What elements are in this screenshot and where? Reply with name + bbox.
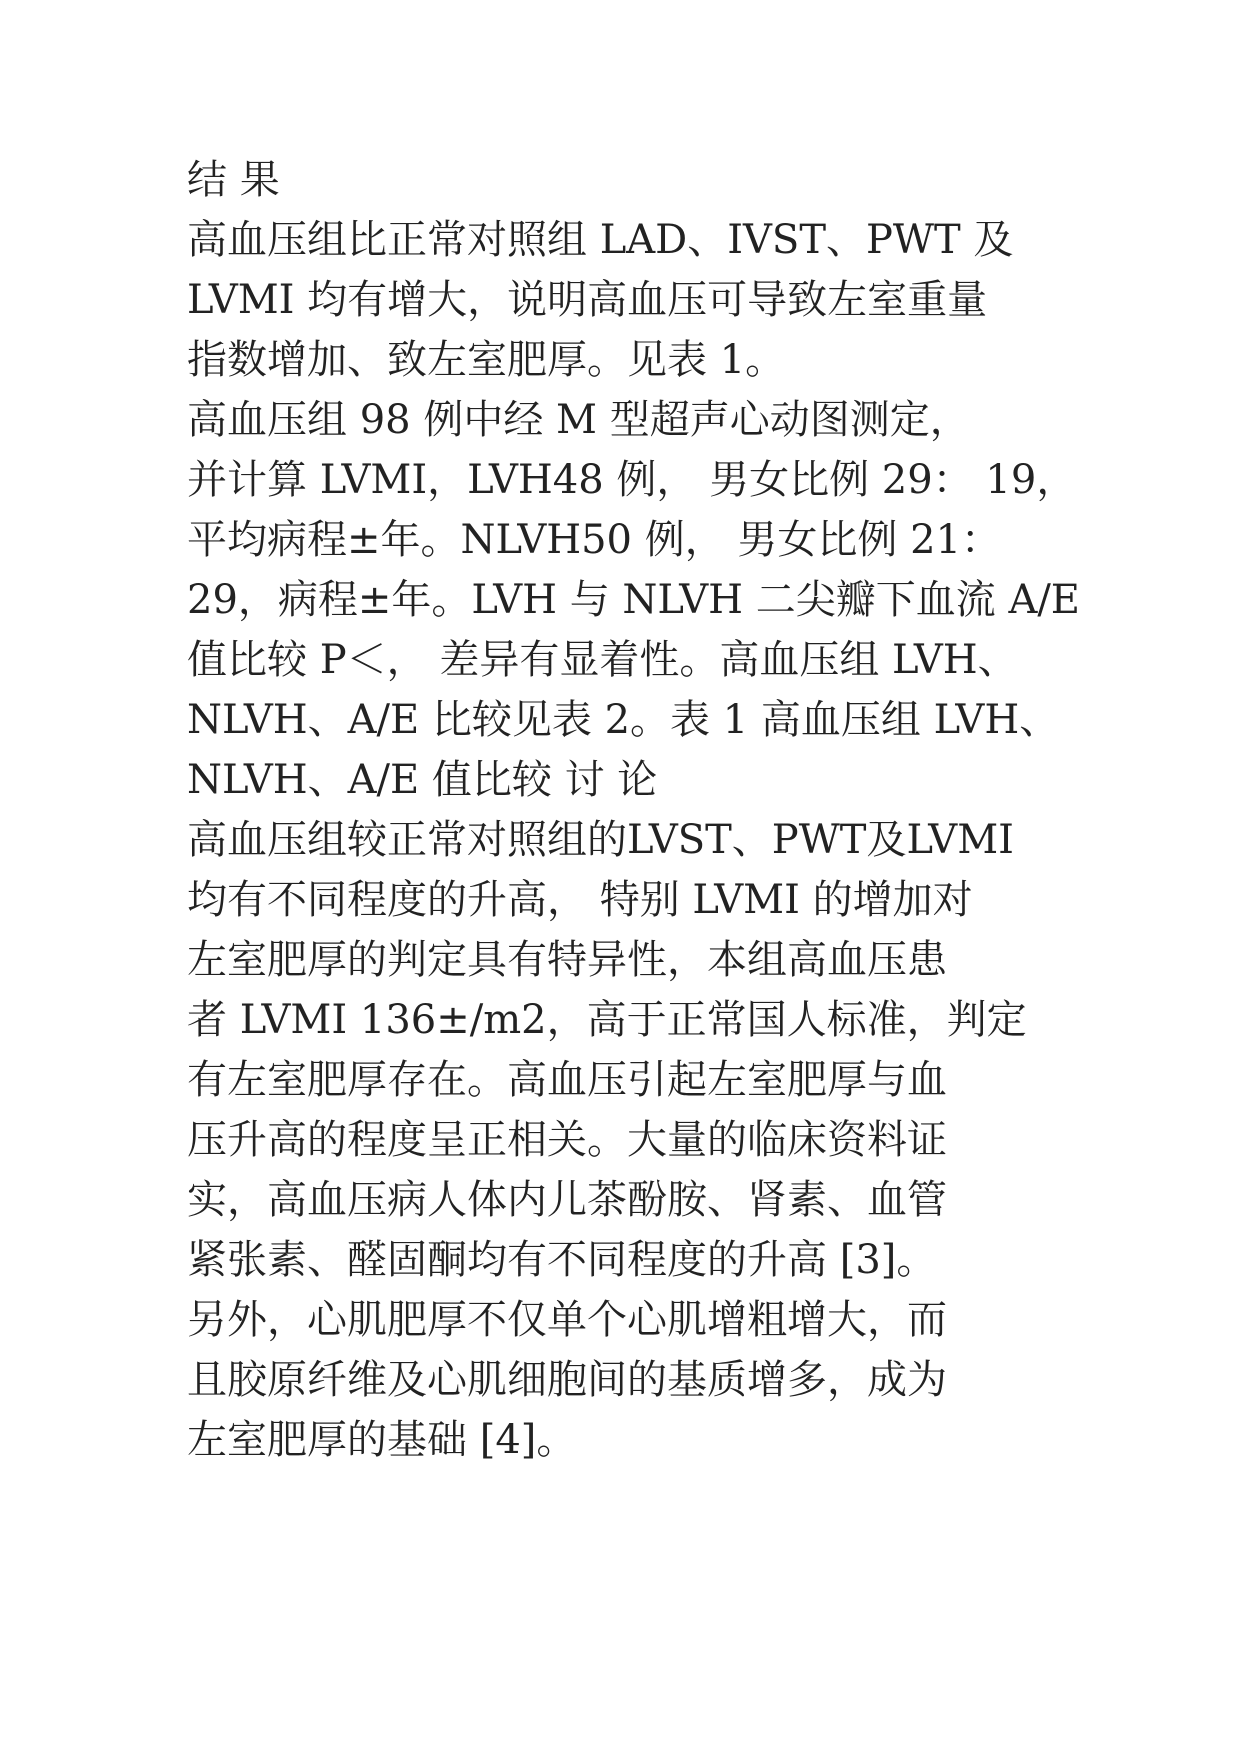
text-line: 左室肥厚的判定具有特异性，本组高血压患 <box>187 937 947 983</box>
text-line: 压升高的程度呈正相关。大量的临床资料证 <box>187 1117 947 1163</box>
text-line: 实，高血压病人体内儿茶酚胺、肾素、血管 <box>187 1177 947 1223</box>
text-line: LVMI 均有增大，说明高血压可导致左室重量 <box>187 277 988 323</box>
text-line: 高血压组 98 例中经 M 型超声心动图测定， <box>187 397 970 443</box>
text-line: 左室肥厚的基础 [4]。 <box>187 1417 577 1463</box>
text-line: 另外，心肌肥厚不仅单个心肌增粗增大，而 <box>187 1297 947 1343</box>
text-line: 并计算 LVMI，LVH48 例， 男女比例 29： 19， <box>187 457 1077 503</box>
text-line: 平均病程±年。NLVH50 例， 男女比例 21： <box>187 517 1002 563</box>
body-text <box>187 150 1087 1470</box>
text-line: 紧张素、醛固酮均有不同程度的升高 [3]。 <box>187 1237 937 1283</box>
text-line: NLVH、A/E 值比较 讨 论 <box>187 757 658 803</box>
text-line: 高血压组比正常对照组 LAD、IVST、PWT 及 <box>187 217 1014 263</box>
text-line: 29，病程±年。LVH 与 NLVH 二尖瓣下血流 A/E <box>187 577 1081 623</box>
text-line: 值比较 P＜， 差异有显着性。高血压组 LVH、 <box>187 637 1018 683</box>
text-line: 指数增加、致左室肥厚。见表 1。 <box>187 337 786 383</box>
text-line: 高血压组较正常对照组的LVST、PWT及LVMI <box>187 817 1014 863</box>
heading-results: 结 果 <box>187 157 280 203</box>
text-line: NLVH、A/E 比较见表 2。表 1 高血压组 LVH、 <box>187 697 1060 743</box>
text-line: 有左室肥厚存在。高血压引起左室肥厚与血 <box>187 1057 947 1103</box>
text-line: 均有不同程度的升高， 特别 LVMI 的增加对 <box>187 877 973 923</box>
text-line: 且胶原纤维及心肌细胞间的基质增多，成为 <box>187 1357 947 1403</box>
text-line: 者 LVMI 136±/m2，高于正常国人标准，判定 <box>187 997 1027 1043</box>
